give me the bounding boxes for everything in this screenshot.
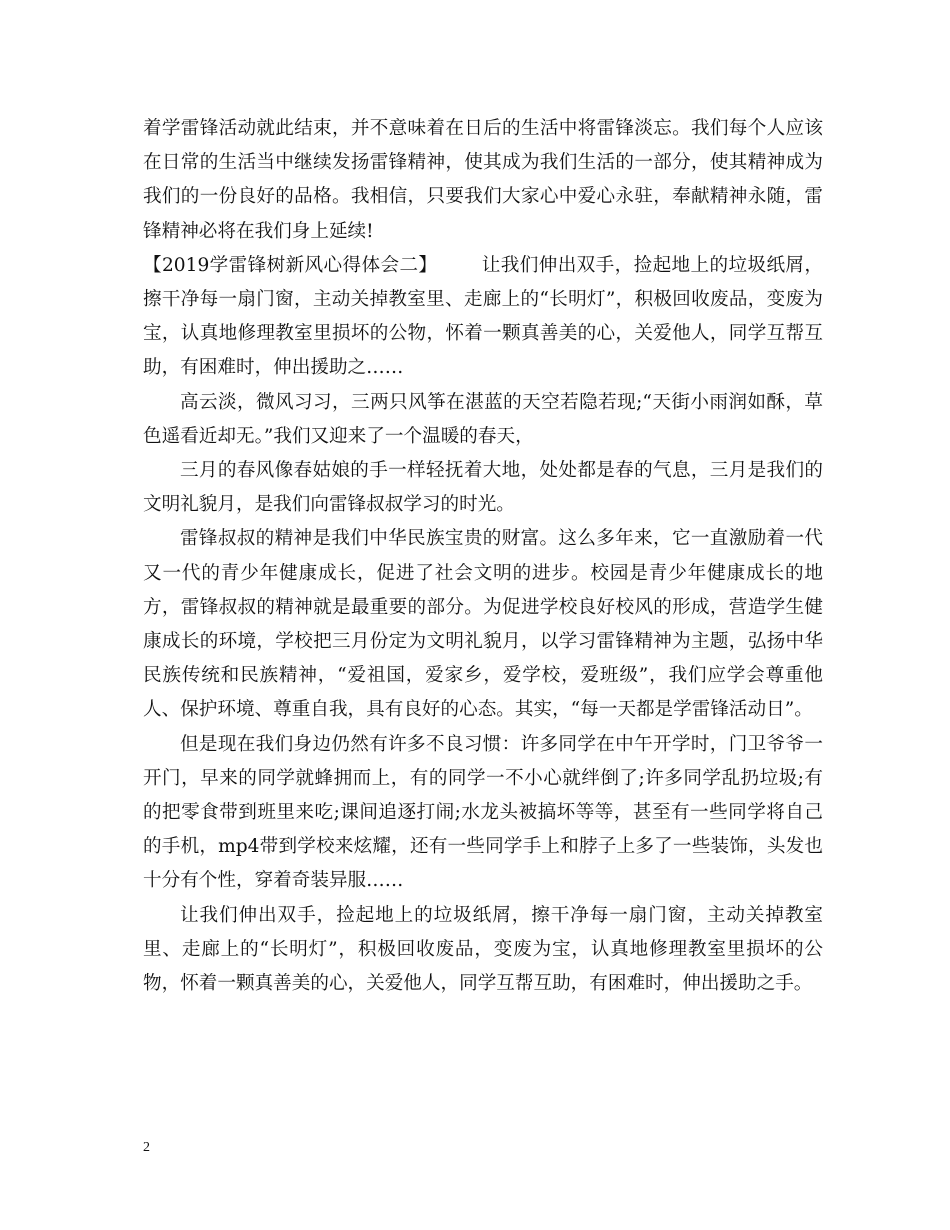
paragraph-1: 着学雷锋活动就此结束，并不意味着在日后的生活中将雷锋淡忘。我们每个人应该在日常的生活当中继续发扬雷锋精神，使其成为我们生活的一部分，使其精神成为我们的一份良好的品格。我相信，只要我们大家心中爱心永驻，奉献精神永随，雷锋精神必将在我们身上延续! (143, 118, 823, 242)
page-number: 2 (143, 1140, 150, 1155)
paragraph-2 (143, 249, 823, 386)
paragraph-5: 雷锋叔叔的精神是我们中华民族宝贵的财富。这么多年来，它一直激励着一代又一代的青少年健康成长，促进了社会文明的进步。校园是青少年健康成长的地方，雷锋叔叔的精神就是最重要的部分。为促进学校良好校风的形成，营造学生健康成长的环境，学校把三月份定为文明礼貌月，以学习雷锋精神为主题，弘扬中华民族传统和民族精神，“爱祖国，爱家乡，爱学校，爱班级”，我们应学会尊重他人、保护环境、尊重自我，具有良好的心态。其实，“每一天都是学雷锋活动日”。 (143, 528, 823, 721)
paragraph-2-text: 让我们伸出双手，捡起地上的垃圾纸屑，擦干净每一扇门窗，主动关掉教室里、走廊上的“长明灯”，积极回收废品，变废为宝，认真地修理教室里损坏的公物，怀着一颗真善美的心，关爱他人，同学互帮互助，有困难时，伸出援助之…… (143, 254, 823, 379)
document-body (143, 112, 823, 1001)
paragraph-4: 三月的春风像春姑娘的手一样轻抚着大地，处处都是春的气息，三月是我们的文明礼貌月，是我们向雷锋叔叔学习的时光。 (143, 460, 823, 516)
paragraph-7: 让我们伸出双手，捡起地上的垃圾纸屑，擦干净每一扇门窗，主动关掉教室里、走廊上的“长明灯”，积极回收废品，变废为宝，认真地修理教室里损坏的公物，怀着一颗真善美的心，关爱他人，同学互帮互助，有困难时，伸出援助之手。 (143, 904, 823, 995)
section-heading: 【2019学雷锋树新风心得体会二】 (143, 254, 438, 276)
paragraph-3: 高云淡，微风习习，三两只风筝在湛蓝的天空若隐若现;“天街小雨润如酥，草色遥看近却无。”我们又迎来了一个温暖的春天， (143, 391, 823, 447)
paragraph-6: 但是现在我们身边仍然有许多不良习惯：许多同学在中午开学时，门卫爷爷一开门，早来的同学就蜂拥而上，有的同学一不小心就绊倒了;许多同学乱扔垃圾;有的把零食带到班里来吃;课间追逐打闹;水龙头被搞坏等等，甚至有一些同学将自己的手机，mp4带到学校来炫耀，还有一些同学手上和脖子上多了一些装饰，头发也十分有个性，穿着奇装异服…… (143, 733, 823, 892)
